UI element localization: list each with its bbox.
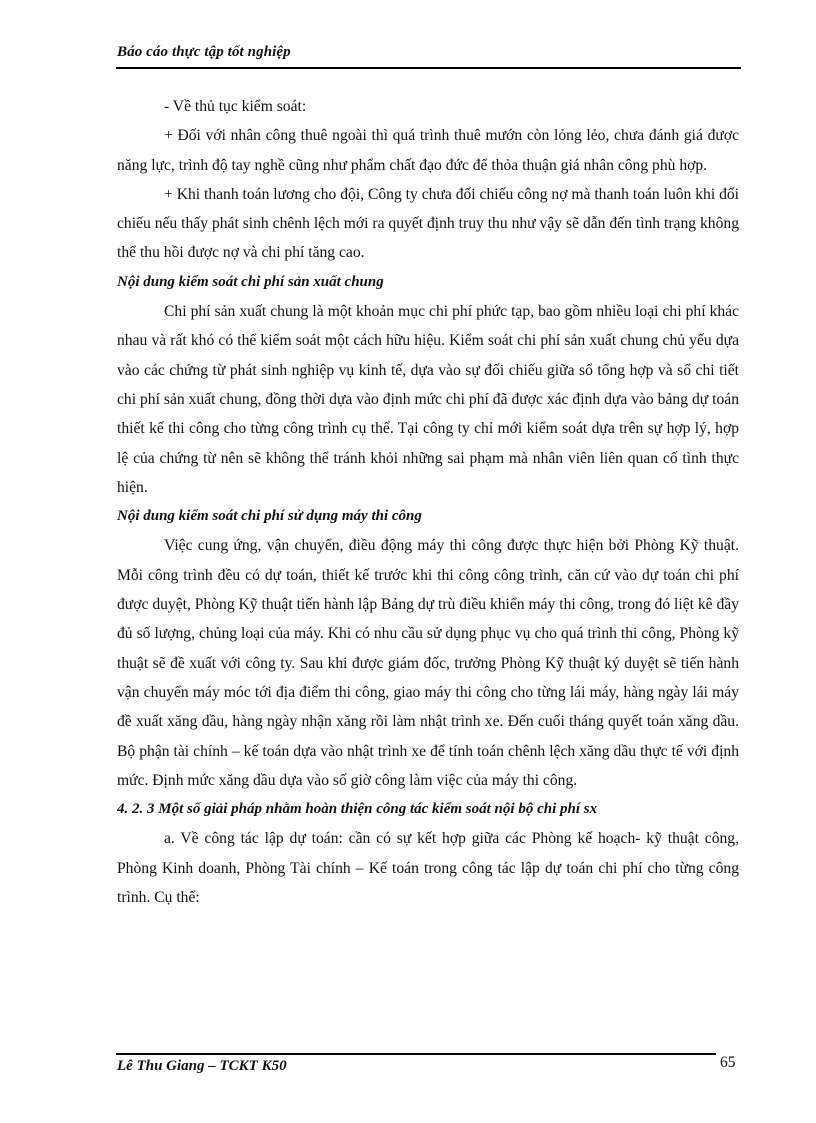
document-body: [117, 92, 739, 912]
paragraph: Việc cung ứng, vận chuyển, điều động máy thi công được thực hiện bởi Phòng Kỹ thuật. Mỗi công trình đều có dự toán, thiết kế trước khi thi công công trình, căn cứ vào dự toán chi phí được duyệt, Phòng Kỹ thuật tiến hành lập Bảng dự trù điều khiển máy thi công, trong đó liệt kê đầy đủ số lượng, chủng loại của máy. Khi có nhu cầu sử dụng phục vụ cho quá trình thi công, Phòng kỹ thuật sẽ đề xuất với công ty. Sau khi được giám đốc, trưởng Phòng Kỹ thuật ký duyệt sẽ tiến hành vận chuyển máy móc tới địa điểm thi công, giao máy thi công cho từng lái máy, hàng ngày lái máy đề xuất xăng dầu, hàng ngày nhận xăng rồi làm nhật trình xe. Đến cuối tháng quyết toán xăng dầu. Bộ phận tài chính – kế toán dựa vào nhật trình xe để tính toán chênh lệch xăng dầu thực tế với định mức. Định mức xăng dầu dựa vào số giờ công làm việc của máy thi công.: [117, 537, 739, 789]
page-number: 65: [720, 1054, 736, 1071]
paragraph: - Về thủ tục kiểm soát:: [164, 98, 307, 115]
paragraph: + Đối với nhân công thuê ngoài thì quá trình thuê mướn còn lỏng lẻo, chưa đánh giá được năng lực, trình độ tay nghề cũng như phẩm chất đạo đức để thỏa thuận giá nhân công phù hợp.: [117, 127, 739, 174]
paragraph: + Khi thanh toán lương cho đội, Công ty chưa đối chiếu công nợ mà thanh toán luôn khi đối chiếu nếu thấy phát sinh chênh lệch mới ra quyết định truy thu như vậy sẽ dẫn đến tình trạng không thể thu hồi được nợ và chi phí tăng cao.: [117, 185, 739, 262]
header-divider: [116, 67, 741, 69]
section-heading: 4. 2. 3 Một số giải pháp nhằm hoàn thiện công tác kiểm soát nội bộ chi phí sx: [117, 801, 598, 818]
page-header-title: Báo cáo thực tập tốt nghiệp: [117, 44, 291, 60]
footer-divider: [116, 1053, 716, 1055]
section-heading: Nội dung kiểm soát chi phí sản xuất chung: [117, 273, 384, 290]
paragraph: Chi phí sản xuất chung là một khoản mục chi phí phức tạp, bao gồm nhiều loại chi phí khác nhau và rất khó có thể kiểm soát một cách hữu hiệu. Kiểm soát chi phí sản xuất chung chủ yếu dựa vào các chứng từ phát sinh nghiệp vụ kinh tế, dựa vào sự đối chiếu giữa sổ tổng hợp và sổ chi tiết chi phí sản xuất chung, đồng thời dựa vào định mức chi phí đã được xác định dựa vào bảng dự toán thiết kế thi công cho từng công trình cụ thể. Tại công ty chỉ mới kiểm soát dựa trên sự hợp lý, hợp lệ của chứng từ nên sẽ không thể tránh khỏi những sai phạm mà nhân viên liên quan cố tình thực hiện.: [117, 303, 739, 496]
section-heading: Nội dung kiểm soát chi phí sử dụng máy thi công: [117, 508, 422, 525]
footer-author: Lê Thu Giang – TCKT K50: [117, 1058, 287, 1074]
paragraph: a. Về công tác lập dự toán: cần có sự kết hợp giữa các Phòng kế hoạch- kỹ thuật công, Phòng Kinh doanh, Phòng Tài chính – Kế toán trong công tác lập dự toán chi phí cho từng công trình. Cụ thể:: [117, 830, 739, 907]
